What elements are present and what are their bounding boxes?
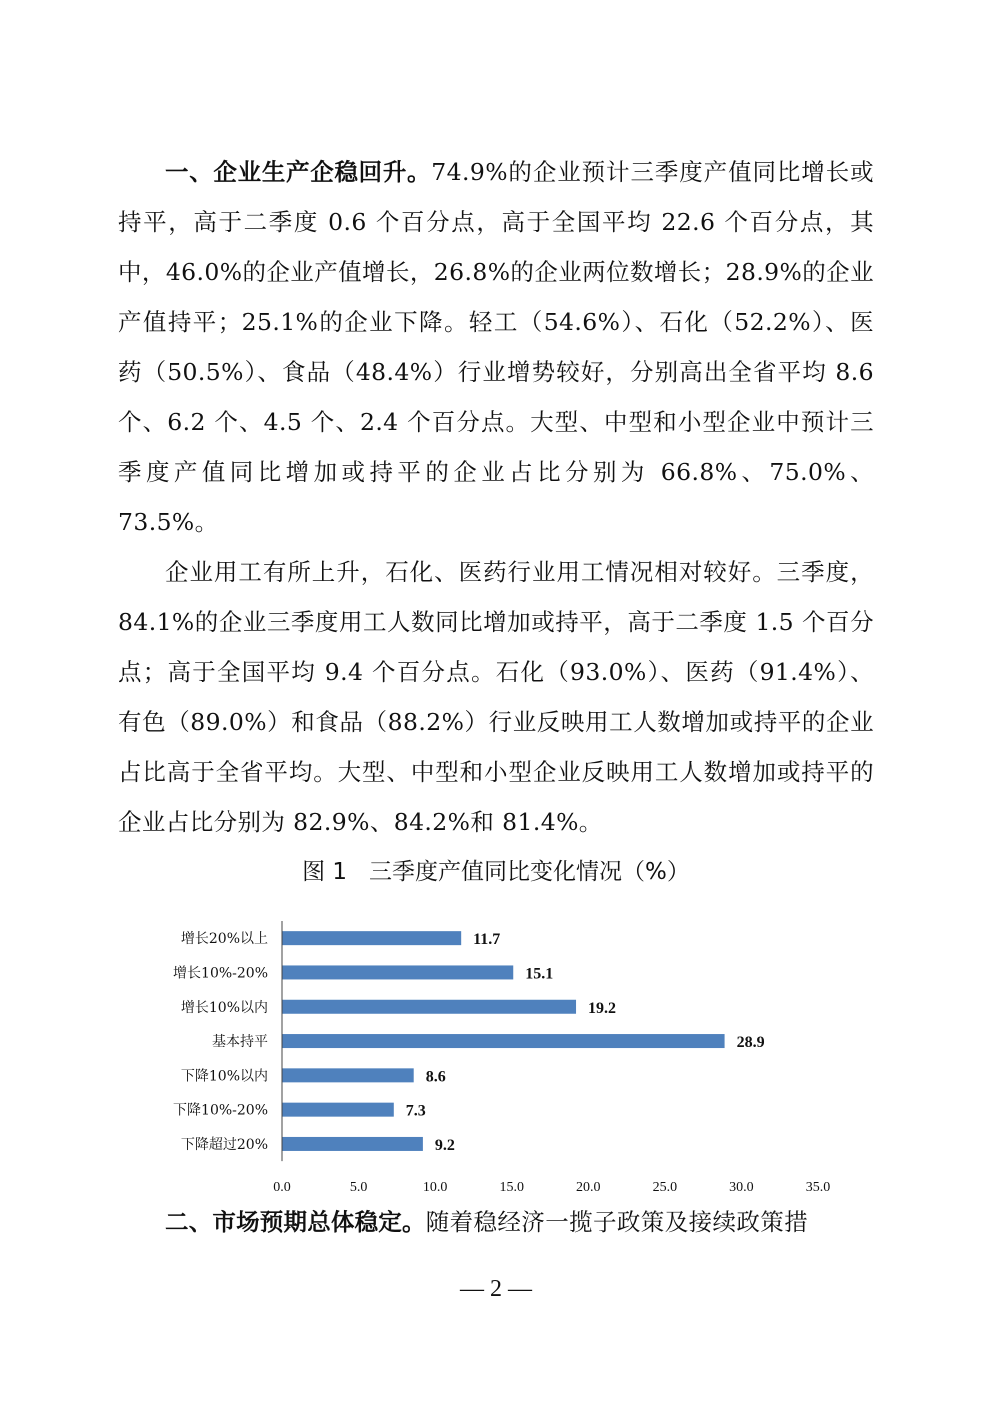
chart-x-tick-labels: [273, 1180, 830, 1193]
chart-bars: [282, 931, 725, 1151]
chart-category-label: 下降超过20%: [180, 1136, 268, 1153]
chart-x-tick-label: 35.0: [805, 1180, 831, 1193]
chart-value-label: 28.9: [736, 1034, 765, 1052]
chart-category-label: 下降10%-20%: [173, 1102, 268, 1119]
chart-category-label: 增长10%以内: [180, 999, 268, 1016]
page-number: — 2 —: [460, 1276, 532, 1302]
chart-category-labels: [173, 931, 268, 1153]
chart-bar: [282, 1000, 576, 1014]
chart-bar: [282, 1068, 414, 1082]
section-heading-production: 一、企业生产企稳回升。: [165, 158, 432, 186]
chart-category-label: 下降10%以内: [180, 1068, 268, 1085]
paragraph-production-text: 74.9%的企业预计三季度产值同比增长或持平，高于二季度 0.6 个百分点，高于全国平均 22.6 个百分点，其中，46.0%的企业产值增长，26.8%的企业两位数增长；28.9%的企业产值持平；25.1%的企业下降。轻工（54.6%）、石化（52.2%）、医药（50.5%）、食品（48.4%）行业增势较好，分别高出全省平均 8.6 个、6.2 个、4.5 个、2.4 个百分点。大型、中型和小型企业中预计三季度产值同比增加或持平的企业占比分别为 66.8%、75.0%、73.5%。: [118, 158, 875, 536]
chart-value-label: 9.2: [434, 1136, 455, 1154]
chart-x-tick-label: 10.0: [422, 1180, 448, 1193]
chart-bar: [282, 1137, 423, 1151]
chart-value-label: 8.6: [425, 1068, 446, 1086]
chart-bar: [282, 1034, 725, 1048]
chart-bar: [282, 931, 461, 945]
figure-title: 三季度产值同比变化情况（%）: [369, 859, 690, 885]
chart-x-tick-label: 30.0: [729, 1180, 754, 1193]
chart-x-tick-label: 15.0: [499, 1180, 524, 1193]
figure-number: 图 1: [302, 859, 348, 885]
figure-caption: [0, 854, 992, 890]
chart-bar: [282, 1103, 394, 1117]
chart-x-tick-label: 0.0: [273, 1180, 291, 1193]
paragraph-employment: 企业用工有所上升，石化、医药行业用工情况相对较好。三季度，84.1%的企业三季度用工人数同比增加或持平，高于二季度 1.5 个百分点；高于全国平均 9.4 个百分点。石化（93.0%）、医药（91.4%）、有色（89.0%）和食品（88.2%）行业反映用工人数增加或持平的企业占比高于全省平均。大型、中型和小型企业反映用工人数增加或持平的企业占比分别为 82.9%、84.2%和 81.4%。: [118, 558, 874, 836]
paragraph-market: [118, 1197, 874, 1247]
paragraph-market-text: 随着稳经济一揽子政策及接续政策措: [425, 1208, 809, 1236]
chart-x-tick-label: 25.0: [652, 1180, 678, 1193]
chart-category-label: 增长20%以上: [180, 931, 268, 948]
paragraph-production: [118, 147, 874, 547]
chart-value-label: 15.1: [525, 965, 554, 983]
chart-value-label: 11.7: [473, 931, 501, 949]
chart-value-label: 19.2: [588, 999, 617, 1017]
output-change-bar-chart: [124, 897, 866, 1193]
chart-value-label: 7.3: [405, 1102, 426, 1120]
chart-x-tick-label: 20.0: [576, 1180, 601, 1193]
chart-x-tick-label: 5.0: [349, 1180, 368, 1193]
section-heading-market: 二、市场预期总体稳定。: [165, 1208, 426, 1236]
chart-category-label: 增长10%-20%: [173, 965, 268, 982]
chart-category-label: 基本持平: [212, 1034, 268, 1051]
chart-bar: [282, 965, 513, 979]
